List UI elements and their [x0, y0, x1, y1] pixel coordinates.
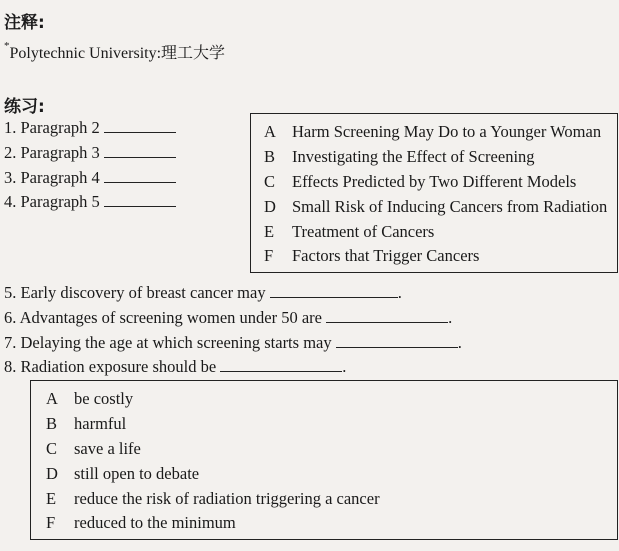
option-letter: F [264, 246, 274, 265]
option-text: reduced to the minimum [74, 513, 236, 532]
item-number: 2. [4, 143, 17, 162]
heading-option-e [264, 222, 434, 242]
item-end: . [448, 308, 453, 327]
matching-item-1 [4, 118, 176, 138]
ending-option-f [46, 513, 236, 533]
option-text: Factors that Trigger Cancers [292, 246, 480, 265]
option-letter: B [46, 414, 58, 433]
item-number: 5. [4, 283, 17, 302]
completion-item-5 [4, 283, 402, 303]
completion-item-7 [4, 333, 462, 353]
answer-blank[interactable] [104, 118, 176, 133]
answer-blank[interactable] [326, 308, 448, 323]
option-text: Effects Predicted by Two Different Models [292, 172, 577, 191]
completion-item-6 [4, 308, 452, 328]
option-letter: D [264, 197, 276, 216]
option-letter: C [46, 439, 58, 458]
exercises-heading: 练习: [4, 97, 45, 117]
ending-option-b [46, 414, 126, 434]
option-letter: D [46, 464, 58, 483]
option-letter: E [264, 222, 275, 241]
heading-option-a [264, 122, 601, 142]
matching-item-3 [4, 168, 176, 188]
option-text: Investigating the Effect of Screening [292, 147, 535, 166]
note-star: * [4, 40, 10, 52]
option-text: still open to debate [74, 464, 200, 483]
ending-option-c [46, 439, 141, 459]
option-text: be costly [74, 389, 134, 408]
answer-blank[interactable] [220, 357, 342, 372]
item-text: Paragraph 5 [20, 192, 100, 211]
option-letter: A [46, 389, 58, 408]
heading-option-f [264, 246, 479, 266]
item-number: 6. [4, 308, 17, 327]
notes-heading: 注释: [4, 13, 45, 33]
item-text: Delaying the age at which screening starts may [20, 333, 332, 352]
matching-item-2 [4, 143, 176, 163]
item-end: . [397, 283, 402, 302]
answer-blank[interactable] [336, 333, 458, 348]
ending-option-a [46, 389, 133, 409]
matching-item-4 [4, 192, 176, 212]
answer-blank[interactable] [104, 168, 176, 183]
heading-option-d [264, 197, 607, 217]
note-line [4, 40, 225, 63]
ending-option-e [46, 489, 380, 509]
option-text: Treatment of Cancers [292, 222, 435, 241]
item-end: . [342, 357, 347, 376]
item-text: Paragraph 4 [20, 168, 100, 187]
item-text: Paragraph 3 [20, 143, 100, 162]
option-text: Harm Screening May Do to a Younger Woman [292, 122, 602, 141]
item-text: Radiation exposure should be [20, 357, 217, 376]
item-text: Advantages of screening women under 50 are [19, 308, 322, 327]
item-number: 1. [4, 118, 17, 137]
option-letter: F [46, 513, 56, 532]
ending-option-d [46, 464, 199, 484]
answer-blank[interactable] [270, 283, 398, 298]
item-number: 8. [4, 357, 17, 376]
option-letter: E [46, 489, 57, 508]
note-text: Polytechnic University:理工大学 [9, 45, 226, 62]
item-text: Early discovery of breast cancer may [20, 283, 266, 302]
item-number: 3. [4, 168, 17, 187]
item-end: . [457, 333, 462, 352]
answer-blank[interactable] [104, 143, 176, 158]
option-letter: B [264, 147, 276, 166]
answer-blank[interactable] [104, 192, 176, 207]
option-text: save a life [74, 439, 141, 458]
heading-option-c [264, 172, 576, 192]
item-number: 4. [4, 192, 17, 211]
option-text: Small Risk of Inducing Cancers from Radiation [292, 197, 608, 216]
option-letter: A [264, 122, 276, 141]
heading-option-b [264, 147, 535, 167]
item-number: 7. [4, 333, 17, 352]
option-text: reduce the risk of radiation triggering a cancer [74, 489, 380, 508]
item-text: Paragraph 2 [20, 118, 100, 137]
option-text: harmful [74, 414, 127, 433]
option-letter: C [264, 172, 276, 191]
completion-item-8 [4, 357, 346, 377]
